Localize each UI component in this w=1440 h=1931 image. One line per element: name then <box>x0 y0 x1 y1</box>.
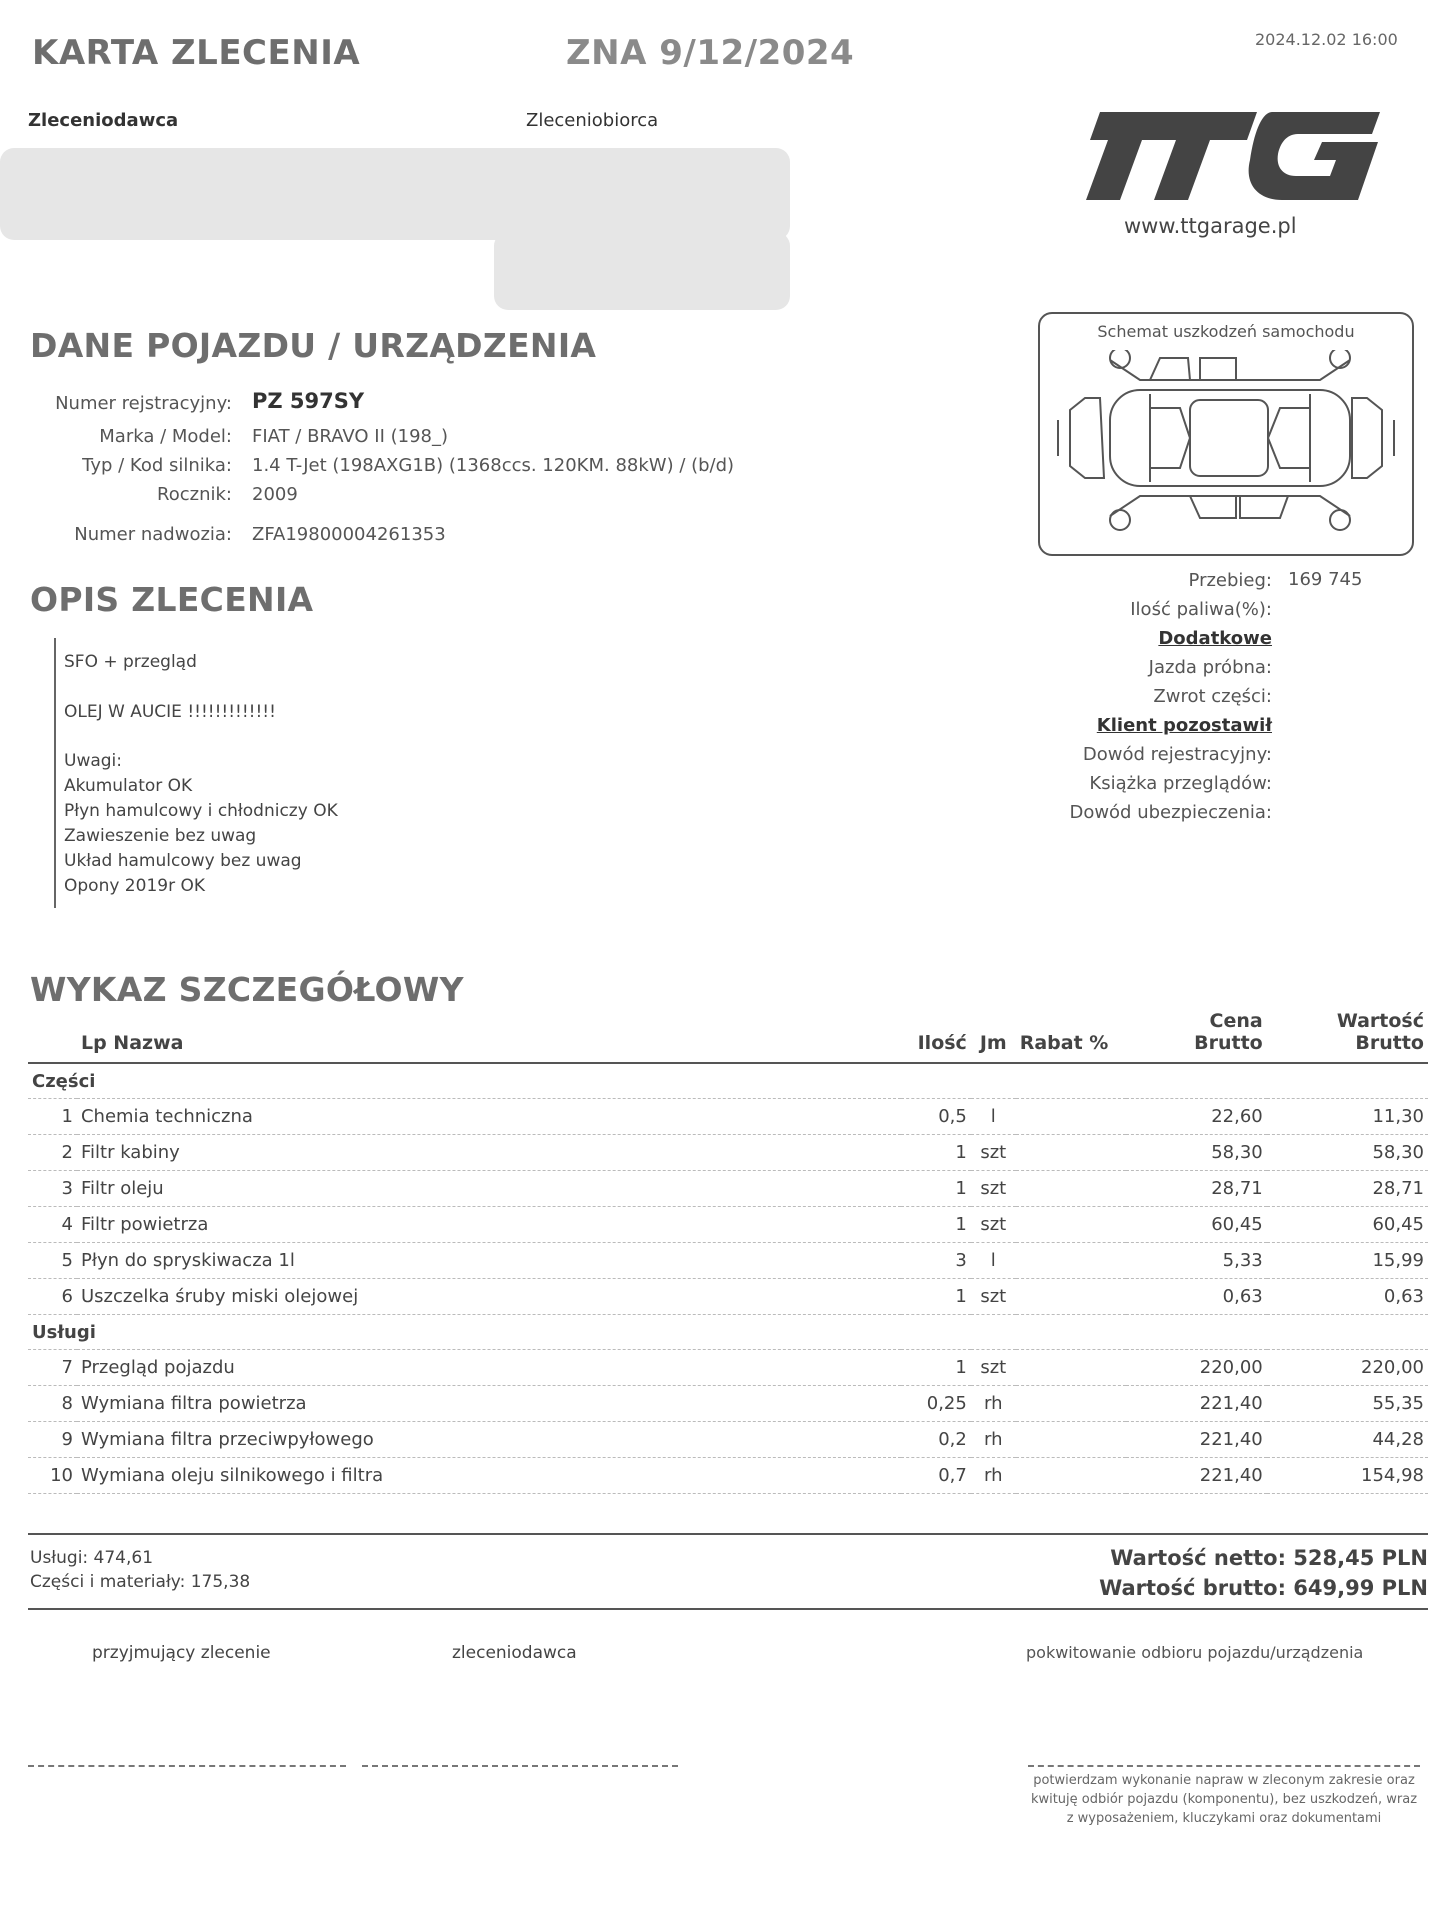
order-note: Układ hamulcowy bez uwag <box>64 851 302 871</box>
signature-client-label: zleceniodawca <box>452 1643 577 1663</box>
order-number: ZNA 9/12/2024 <box>566 33 855 73</box>
parts-return-label: Zwrot części: <box>1153 686 1272 707</box>
field-value: FIAT / BRAVO II (198_) <box>252 426 448 447</box>
signature-line-accepting <box>28 1765 346 1767</box>
table-row: 1 Chemia techniczna 0,5 l 22,60 11,30 <box>28 1099 1428 1135</box>
table-row: 6 Uszczelka śruby miski olejowej 1 szt 0,63 0,63 <box>28 1279 1428 1315</box>
reg-doc-label: Dowód rejestracyjny: <box>1082 744 1272 765</box>
table-row: 9 Wymiana filtra przeciwpyłowego 0,2 rh 221,40 44,28 <box>28 1422 1428 1458</box>
damage-schema-title: Schemat uszkodzeń samochodu <box>1097 322 1355 341</box>
table-row: 10 Wymiana oleju silnikowego i filtra 0,7 rh 221,40 154,98 <box>28 1458 1428 1494</box>
details-section-title: WYKAZ SZCZEGÓŁOWY <box>30 970 464 1009</box>
mileage-value: 169 745 <box>1288 569 1363 590</box>
document-title: KARTA ZLECENIA <box>32 33 361 73</box>
insurance-label: Dowód ubezpieczenia: <box>1069 802 1272 823</box>
order-note: Płyn hamulcowy i chłodniczy OK <box>64 801 338 821</box>
service-book-label: Książka przeglądów: <box>1089 773 1272 794</box>
table-row: 4 Filtr powietrza 1 szt 60,45 60,45 <box>28 1207 1428 1243</box>
items-table <box>28 1010 1428 1494</box>
group-row: Części <box>28 1063 1428 1099</box>
table-row: 5 Płyn do spryskiwacza 1l 3 l 5,33 15,99 <box>28 1243 1428 1279</box>
redacted-block <box>494 232 790 310</box>
field-label: Numer nadwozia: <box>74 524 232 545</box>
redacted-block <box>0 148 790 240</box>
vehicle-section-title: DANE POJAZDU / URZĄDZENIA <box>30 326 597 365</box>
client-left-label: Klient pozostawił <box>1096 715 1272 736</box>
order-border <box>54 638 56 908</box>
field-label: Numer rejstracyjny: <box>55 393 232 414</box>
field-value: ZFA19800004261353 <box>252 524 446 545</box>
table-row: 3 Filtr oleju 1 szt 28,71 28,71 <box>28 1171 1428 1207</box>
ttg-logo <box>1082 104 1387 204</box>
client-label: Zleceniodawca <box>28 110 179 131</box>
test-drive-label: Jazda próbna: <box>1148 657 1272 678</box>
car-diagram-icon <box>1040 350 1412 550</box>
order-note: Opony 2019r OK <box>64 876 205 896</box>
field-value: PZ 597SY <box>252 389 365 413</box>
damage-schema-box <box>1038 312 1414 556</box>
field-label: Rocznik: <box>157 484 232 505</box>
signature-line-receipt <box>1028 1765 1420 1767</box>
field-value: 1.4 T-Jet (198AXG1B) (1368ccs. 120KM. 88kW) / (b/d) <box>252 455 735 476</box>
order-datetime: 2024.12.02 16:00 <box>1255 30 1398 49</box>
parts-total: Części i materiały: 175,38 <box>30 1572 251 1592</box>
order-note: Akumulator OK <box>64 776 193 796</box>
col-unit: Jm <box>971 1010 1016 1063</box>
summary-divider-bottom <box>28 1608 1428 1610</box>
order-line: OLEJ W AUCIE !!!!!!!!!!!!! <box>64 702 276 722</box>
field-label: Marka / Model: <box>99 426 232 447</box>
gross-total: Wartość brutto: 649,99 PLN <box>1099 1576 1428 1600</box>
extra-label: Dodatkowe <box>1158 628 1272 649</box>
field-label: Typ / Kod silnika: <box>82 455 232 476</box>
signature-accepting-label: przyjmujący zlecenie <box>92 1643 271 1663</box>
col-lp-name: Lp Nazwa <box>77 1010 901 1063</box>
table-header-row <box>28 1010 1428 1063</box>
signature-line-client <box>362 1765 678 1767</box>
col-discount: Rabat % <box>1016 1010 1126 1063</box>
table-row: 7 Przegląd pojazdu 1 szt 220,00 220,00 <box>28 1350 1428 1386</box>
services-total: Usługi: 474,61 <box>30 1548 154 1568</box>
mileage-label: Przebieg: <box>1188 570 1272 591</box>
order-note: Uwagi: <box>64 751 123 771</box>
net-total: Wartość netto: 528,45 PLN <box>1110 1546 1428 1570</box>
group-row: Usługi <box>28 1315 1428 1350</box>
col-qty: Ilość <box>901 1010 970 1063</box>
receipt-confirmation-text: potwierdzam wykonanie napraw w zleconym zakresie oraz kwituję odbiór pojazdu (komponentu), bez uszkodzeń, wraz z wyposażeniem, kluczykami oraz dokumentami <box>1030 1773 1418 1826</box>
website: www.ttgarage.pl <box>1124 214 1297 238</box>
summary-divider <box>28 1533 1428 1535</box>
contractor-label: Zleceniobiorca <box>526 110 659 131</box>
col-value: Wartość Brutto <box>1267 1010 1428 1063</box>
table-row: 8 Wymiana filtra powietrza 0,25 rh 221,40 55,35 <box>28 1386 1428 1422</box>
field-value: 2009 <box>252 484 298 505</box>
col-price: Cena Brutto <box>1126 1010 1267 1063</box>
table-row: 2 Filtr kabiny 1 szt 58,30 58,30 <box>28 1135 1428 1171</box>
order-line: SFO + przegląd <box>64 652 197 672</box>
order-section-title: OPIS ZLECENIA <box>30 580 314 619</box>
fuel-label: Ilość paliwa(%): <box>1130 599 1272 620</box>
signature-receipt-label: pokwitowanie odbioru pojazdu/urządzenia <box>1026 1643 1364 1662</box>
order-note: Zawieszenie bez uwag <box>64 826 257 846</box>
